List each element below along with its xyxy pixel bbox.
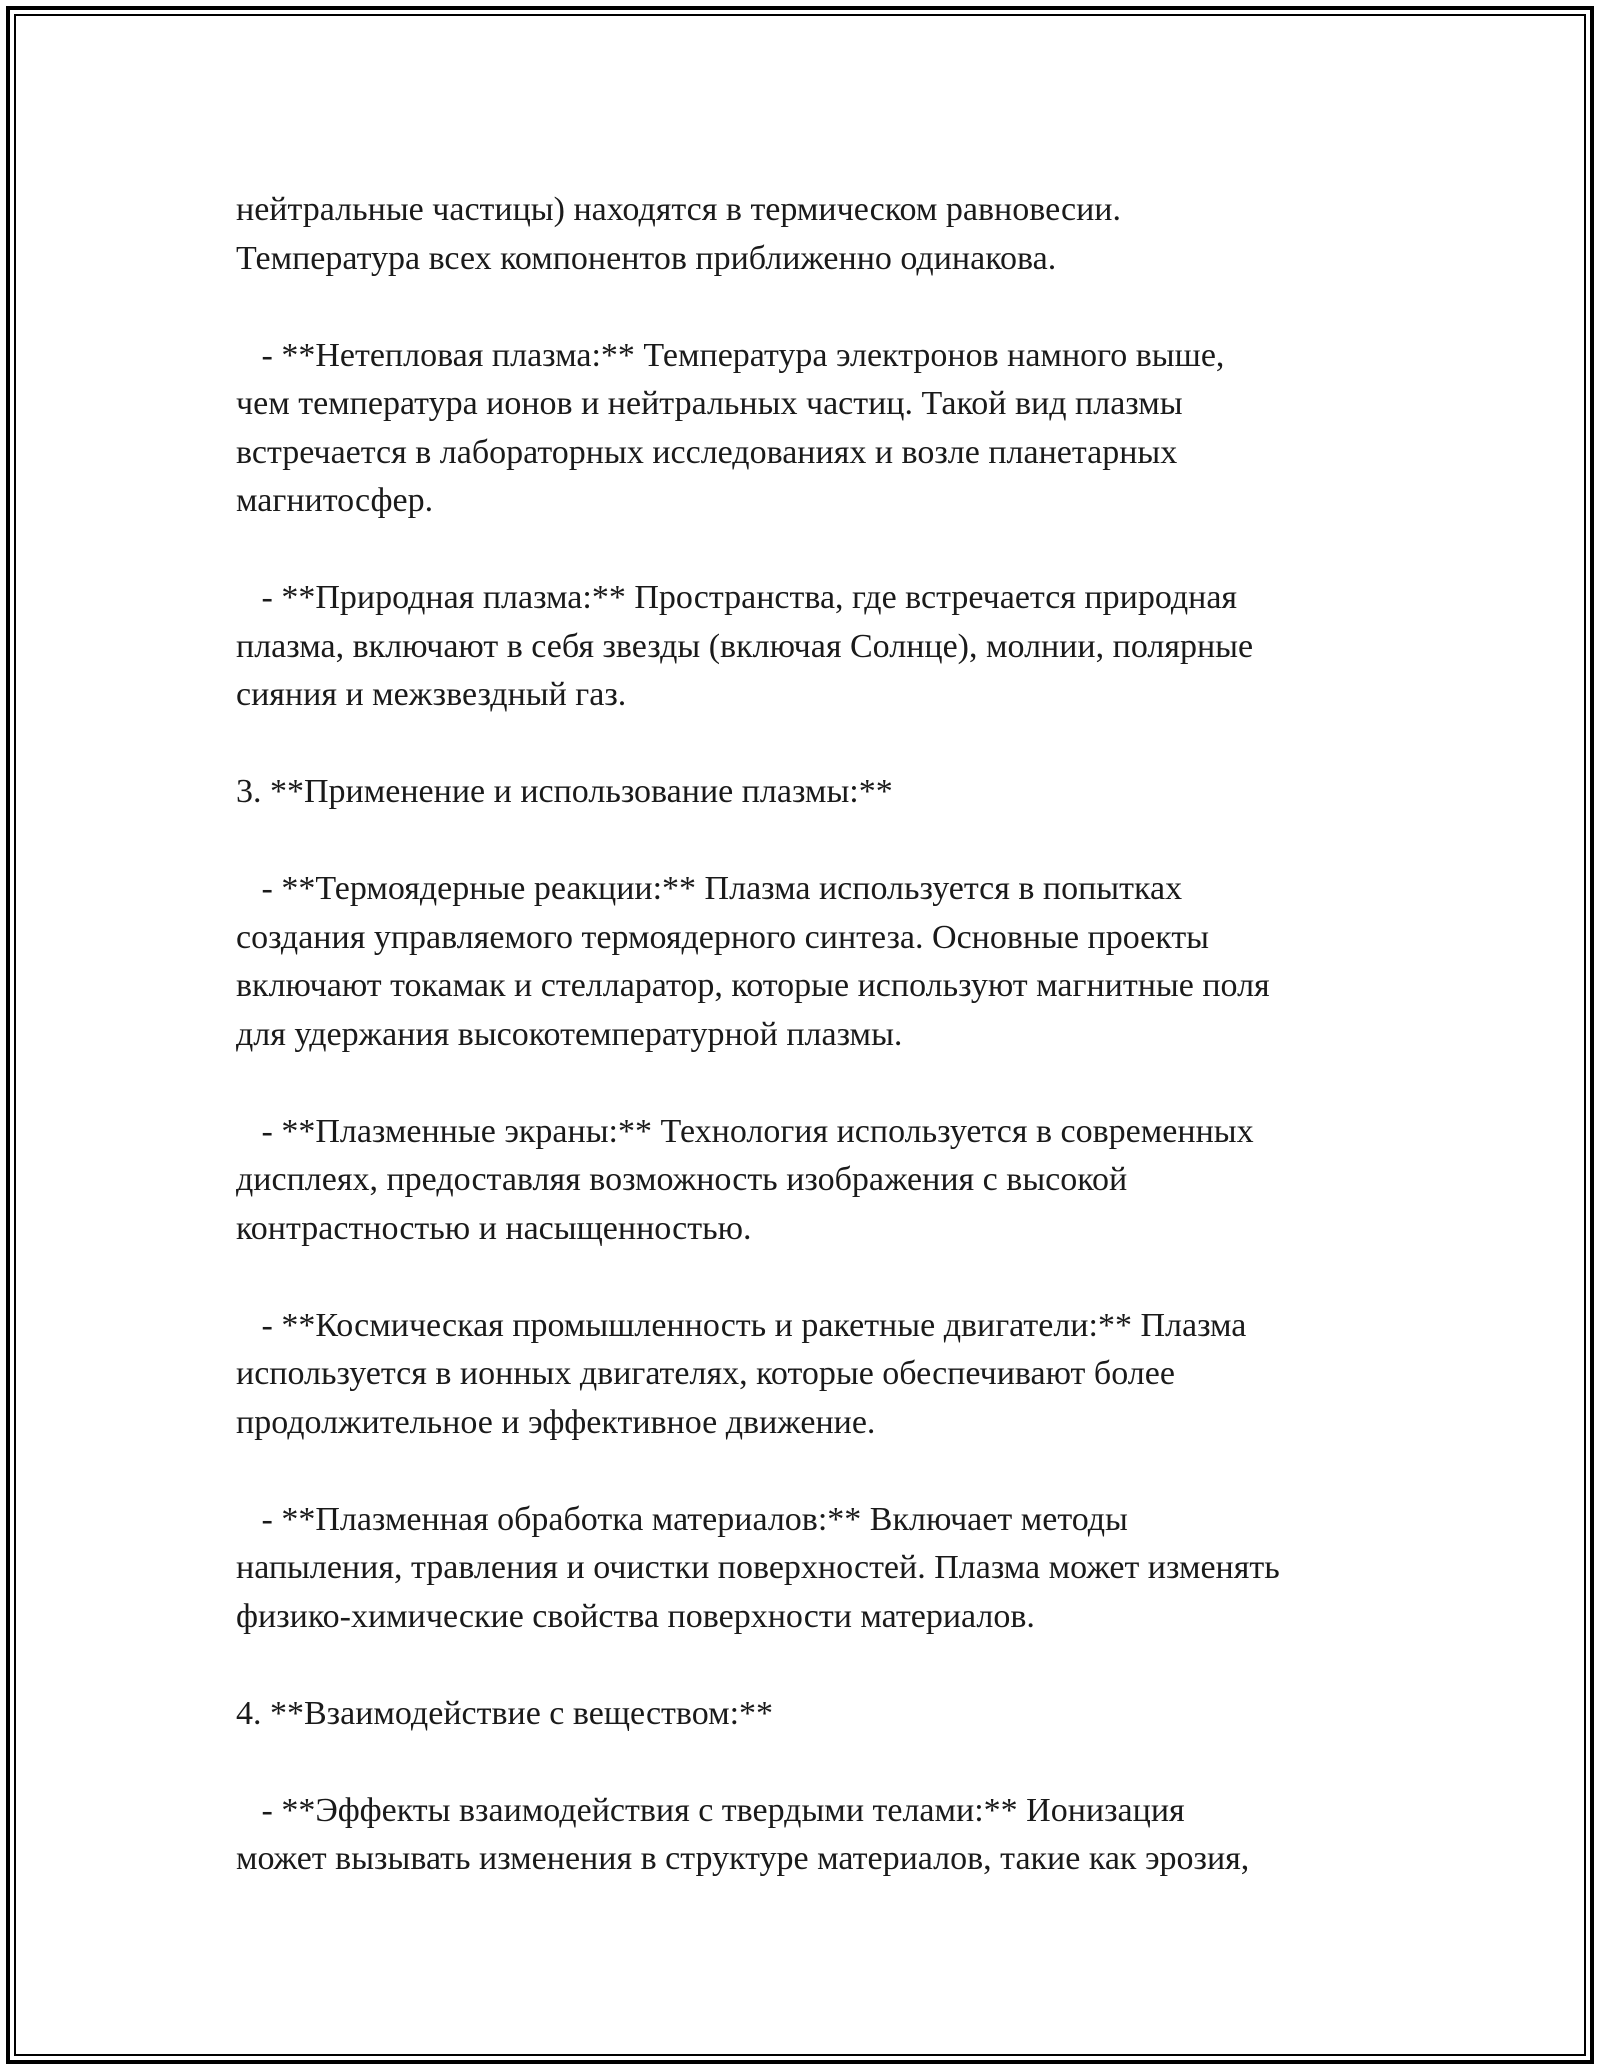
paragraph-space-industry: - **Космическая промышленность и ракетные двигатели:** Плазма используется в ионных двигателях, которые обеспечивают более продолжительное и эффективное движение. — [236, 1306, 1247, 1441]
paragraph-nonthermal-plasma: - **Нетепловая плазма:** Температура электронов намного выше, чем температура ионов и нейтральных частиц. Такой вид плазмы встречается в лабораторных исследованиях и возле планетарных магнитосфер. — [236, 336, 1225, 519]
paragraph-thermal-equilibrium: нейтральные частицы) находятся в термическом равновесии. Температура всех компонентов приближенно одинакова. — [236, 191, 1121, 277]
paragraph-plasma-screens: - **Плазменные экраны:** Технология используется в современных дисплеях, предоставляя возможность изображения с высокой контрастностью и насыщенностью. — [236, 1112, 1254, 1247]
document-body — [236, 186, 1386, 1884]
paragraph-material-processing: - **Плазменная обработка материалов:** Включает методы напыления, травления и очистки поверхностей. Плазма может изменять физико-химические свойства поверхности материалов. — [236, 1500, 1280, 1635]
paragraph-natural-plasma: - **Природная плазма:** Пространства, где встречается природная плазма, включают в себя звезды (включая Солнце), молнии, полярные сияния и межзвездный газ. — [236, 579, 1254, 713]
section-heading-applications: 3. **Применение и использование плазмы:** — [236, 773, 893, 810]
paragraph-fusion-reactions: - **Термоядерные реакции:** Плазма используется в попытках создания управляемого термоядерного синтеза. Основные проекты включают токамак и стелларатор, которые используют магнитные поля для удержания высокотемпературной плазмы. — [236, 870, 1270, 1053]
paragraph-solid-interaction: - **Эффекты взаимодействия с твердыми телами:** Ионизация может вызывать изменения в структуре материалов, такие как эрозия, — [236, 1791, 1250, 1877]
section-heading-interaction: 4. **Взаимодействие с веществом:** — [236, 1694, 774, 1732]
